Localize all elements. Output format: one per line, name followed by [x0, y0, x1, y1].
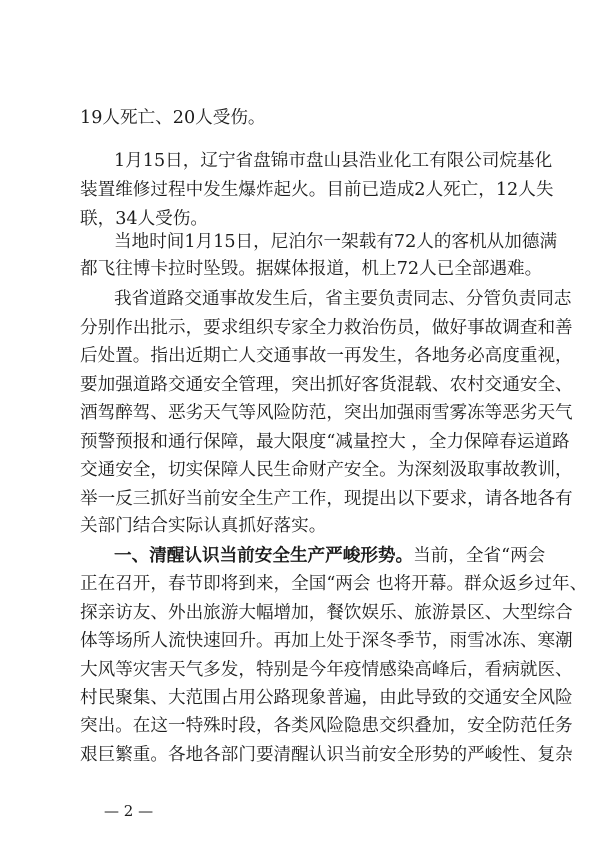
- text-line: 当地时间1月15日，尼泊尔一架载有72人的客机从加德满: [114, 232, 558, 252]
- text-line: 19人死亡、20人受伤。: [80, 108, 266, 128]
- section-heading-line: [114, 541, 546, 571]
- text-line: 装置维修过程中发生爆炸起火。目前已造成2人死亡，12人失: [80, 180, 554, 200]
- text-line: 联，34人受伤。: [80, 209, 208, 229]
- text-line: 分别作出批示，要求组织专家全力救治伤员，做好事故调查和善: [80, 318, 573, 338]
- text-line: 要加强道路交通安全管理，突出抓好客货混载、农村交通安全、: [80, 375, 573, 395]
- text-line: 艰巨繁重。各地各部门要清醒认识当前安全形势的严峻性、复杂: [80, 745, 573, 765]
- text-line: 突出。在这一特殊时段，各类风险隐患交织叠加，安全防范任务: [80, 716, 573, 736]
- text-line: 预警预报和通行保障，最大限度“减量控大 ，全力保障春运道路: [80, 432, 570, 452]
- text-line: 酒驾醉驾、恶劣天气等风险防范，突出加强雨雪雾冻等恶劣天气: [80, 403, 573, 423]
- text-line: 都飞往博卡拉时坠毁。据媒体报道，机上72人已全部遇难。: [80, 259, 543, 279]
- text-line: 探亲访友、外出旅游大幅增加，餐饮娱乐、旅游景区、大型综合: [80, 603, 573, 623]
- text-line: 体等场所人流快速回升。再加上处于深冬季节，雨雪冰冻、寒潮: [80, 631, 573, 651]
- page-number: — 2 —: [104, 802, 154, 820]
- text-line: 后处置。指出近期亡人交通事故一再发生，各地务必高度重视，: [80, 346, 573, 366]
- text-line: 村民聚集、大范围占用公路现象普遍，由此导致的交通安全风险: [80, 688, 573, 708]
- text-line: 我省道路交通事故发生后，省主要负责同志、分管负责同志: [114, 289, 572, 309]
- text-line: 关部门结合实际认真抓好落实。: [80, 516, 327, 536]
- text-line: 交通安全，切实保障人民生命财产安全。为深刻汲取事故教训，: [80, 460, 573, 480]
- text-line: 正在召开，春节即将到来，全国“两会 也将开幕。群众返乡过年、: [80, 574, 588, 594]
- section-text: 当前，全省“两会: [413, 546, 546, 566]
- text-line: 大风等灾害天气多发，特别是今年疫情感染高峰后，看病就医、: [80, 660, 573, 680]
- text-line: 1月15日，辽宁省盘锦市盘山县浩业化工有限公司烷基化: [114, 151, 553, 171]
- section-heading: 一、清醒认识当前安全生产严峻形势。: [114, 545, 414, 566]
- text-line: 举一反三抓好当前安全生产工作，现提出以下要求，请各地各有: [80, 489, 573, 509]
